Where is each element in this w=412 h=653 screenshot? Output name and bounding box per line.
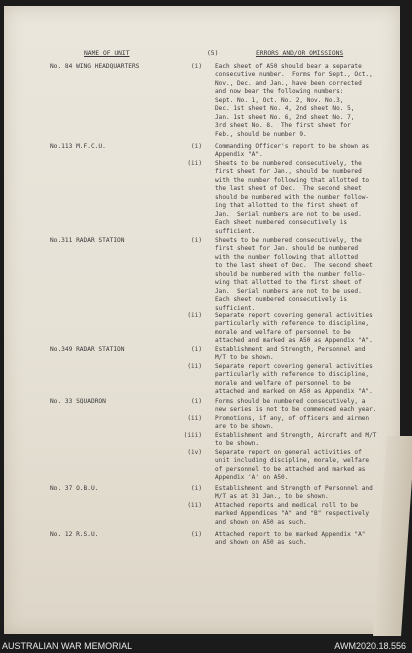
item-text: Forms should be numbered consecutively, a new series is not to be commenced each year.: [215, 398, 377, 414]
item-text: Separate report covering general activities particularly with reference to discipline, morale and welfare of personnel to be attached and marked as A50 as Appendix "A".: [215, 312, 373, 345]
item-text: Attached report to be marked Appendix "A" and shown on A50 as such.: [215, 531, 366, 547]
item-number: (i): [190, 346, 202, 353]
item-text: Each sheet of A50 should bear a separate consecutive number. Forms for Sept., Oct., Nov., Dec. and Jan., have been corrected and now bear the following numbers: Sept. No. 1, Oct. No. 2, Nov. No.3, Dec. 1st sheet No. 4, 2nd sheet No. 5, Jan. 1st sheet No. 6, 2nd sheet No. 7, 3rd sheet No. 8. The first sheet for Feb., should be number 9.: [215, 63, 373, 138]
item-number: (ii): [187, 160, 202, 167]
unit-name: No. 12 R.S.U.: [50, 531, 99, 538]
item-number: (ii): [187, 312, 202, 319]
footer-accession-number: AWM2020.18.556: [334, 641, 406, 651]
item-number: (i): [190, 63, 202, 70]
item-text: Establishment and Strength, Aircraft and M/T to be shown.: [215, 432, 377, 448]
unit-name: No.349 RADAR STATION: [50, 346, 125, 353]
item-text: Sheets to be numbered consecutively, the first sheet for Jan., should be numbered with the number following that allotted to the last sheet of Dec. The second sheet should be numbered with the number follow- ing that allotted to the first sheet of Jan. Serial numbers are not to be used. Each sheet numbered consecutively is sufficient.: [215, 160, 370, 235]
footer-institution: AUSTRALIAN WAR MEMORIAL: [2, 641, 133, 651]
document-page: [4, 6, 400, 634]
item-number: (iii): [183, 432, 202, 439]
item-text: Attached reports and medical roll to be marked Appendices "A" and "B" respectively and shown on A50 as such.: [215, 502, 370, 526]
item-number: (ii): [187, 502, 202, 509]
column-header-errors: ERRORS AND/OR OMISSIONS: [256, 50, 344, 57]
unit-name: No. 37 O.B.U.: [50, 485, 99, 492]
item-number: (i): [190, 531, 202, 538]
item-number: (ii): [187, 363, 202, 370]
item-text: Establishment and Strength, Personnel and M/T to be shown.: [215, 346, 366, 362]
item-number: (ii): [187, 415, 202, 422]
unit-name: No. 84 WING HEADQUARTERS: [50, 63, 140, 70]
item-text: Establishment and Strength of Personnel and M/T as at 31 Jan., to be shown.: [215, 485, 373, 501]
item-number: (iv): [187, 449, 202, 456]
page-number: (5): [207, 50, 219, 57]
item-text: Commanding Officer's report to be shown as Appendix "A".: [215, 143, 370, 159]
item-text: Separate report covering general activities particularly with reference to discipline, morale and welfare of personnel to be attached and marked on A50 as Appendix "A".: [215, 363, 373, 396]
item-text: Promotions, if any, of officers and airmen are to be shown.: [215, 415, 370, 431]
item-number: (i): [190, 485, 202, 492]
column-header-unit: NAME OF UNIT: [84, 50, 130, 57]
unit-name: No.311 RADAR STATION: [50, 237, 125, 244]
unit-name: No. 33 SQUADRON: [50, 398, 106, 405]
item-number: (i): [190, 143, 202, 150]
item-text: Separate report on general activities of unit including discipline, morale, welfare of personnel to be attached and marked as Appendix 'A' on A50.: [215, 449, 370, 482]
unit-name: No.113 M.F.C.U.: [50, 143, 106, 150]
archive-footer: [0, 637, 412, 653]
item-text: Sheets to be numbered consecutively, the first sheet for Jan. should be numbered with the number following that allotted to the last sheet of Dec. The second sheet should be numbered with the number follo- wing that allotted to the first sheet of Jan. Serial numbers are not to be used. Each sheet numbered consecutively is sufficient.: [215, 237, 373, 312]
item-number: (i): [190, 398, 202, 405]
item-number: (i): [190, 237, 202, 244]
